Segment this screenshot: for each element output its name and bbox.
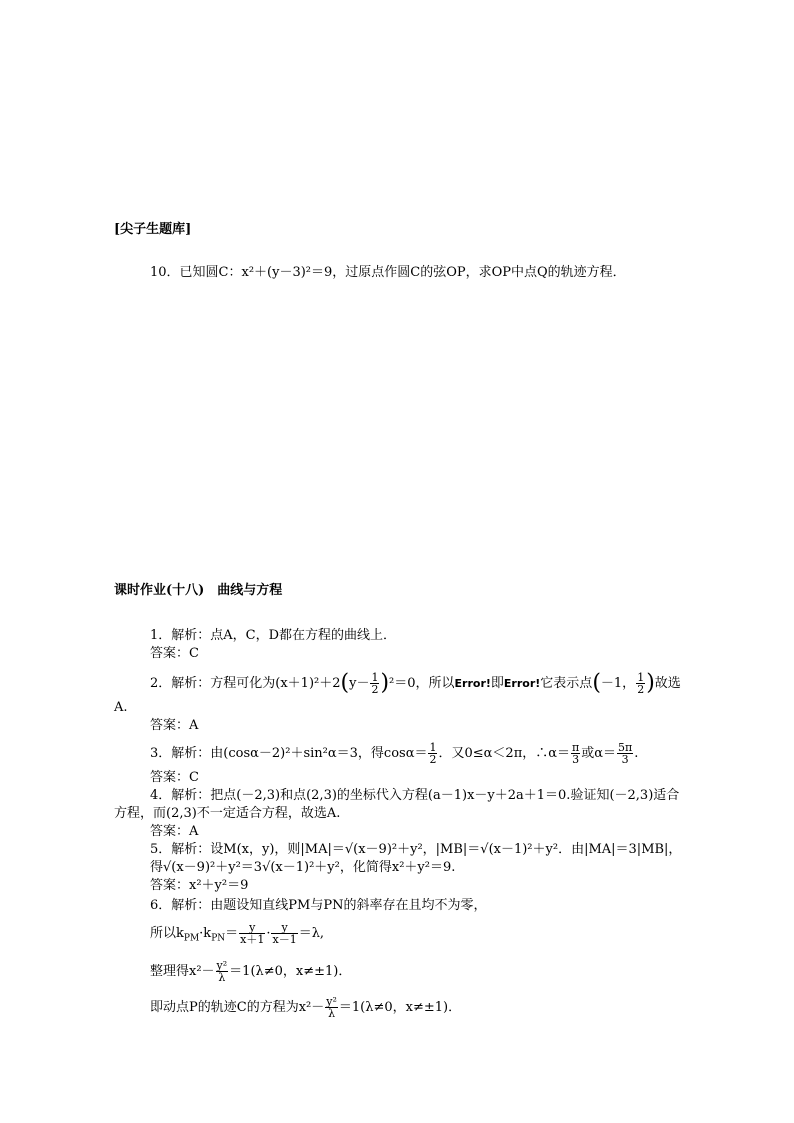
s6-l3-end: ＝1(λ≠0，x≠±1)． — [229, 964, 352, 979]
s3-mid: ．又0≤α＜2π，∴α＝ — [438, 746, 571, 761]
paren-close: ) — [380, 670, 390, 696]
solution-5-line-2: 得√(x－9)²＋y²＝3√(x－1)²＋y²，化简得x²＋y²＝9. — [150, 860, 456, 875]
fraction-denominator: x－1 — [272, 933, 297, 946]
s3-end: . — [634, 746, 639, 761]
fraction — [370, 672, 379, 695]
section-heading-top-students: [尖子生题库] — [114, 222, 192, 237]
solution-1-analysis: 1．解析：点A，C，D都在方程的曲线上． — [150, 628, 397, 643]
solution-6-line-4 — [150, 996, 461, 1019]
fraction-numerator: y — [239, 922, 265, 934]
solution-4-line-2: 方程，而(2,3)不一定适合方程，故选A. — [114, 806, 341, 821]
fraction-numerator: y² — [326, 995, 337, 1008]
fraction — [325, 996, 338, 1019]
s2-tail: 它表示点 — [540, 676, 593, 691]
s6-dot: ·k — [199, 926, 212, 941]
s6-l4-pre: 即动点P的轨迹C的方程为x²－ — [150, 1000, 325, 1015]
fraction-denominator: 3 — [621, 753, 629, 766]
s2-end: 故选 — [654, 676, 681, 691]
error-field: Error! — [503, 677, 541, 690]
solution-3-answer: 答案：C — [150, 770, 199, 785]
fraction-numerator: 1 — [371, 671, 379, 684]
fraction — [216, 960, 229, 983]
fraction-denominator: 3 — [572, 753, 580, 766]
fraction-denominator: 2 — [429, 753, 437, 766]
solution-4-answer: 答案：A — [150, 824, 199, 839]
fraction — [571, 742, 580, 765]
solution-2-answer: 答案：A — [150, 718, 199, 733]
s2-mid: 即 — [490, 676, 504, 691]
s2-post: ²＝0，所以 — [389, 676, 455, 691]
s3-or: 或α＝ — [581, 746, 617, 761]
fraction — [271, 922, 297, 945]
s6-l4-end: ＝1(λ≠0，x≠±1)． — [338, 1000, 462, 1015]
s6-l2-end: ＝λ, — [298, 926, 325, 941]
fraction — [239, 922, 265, 945]
solution-6-line-1: 6．解析：由题设知直线PM与PN的斜率存在且均不为零， — [150, 898, 487, 913]
s2-point: －1， — [600, 676, 636, 691]
fraction-numerator: π — [572, 741, 580, 754]
solution-2-analysis — [150, 672, 681, 695]
solution-2-continued: A. — [114, 700, 128, 715]
s3-pre: 3．解析：由(cosα－2)²＋sin²α＝3，得cosα＝ — [150, 746, 428, 761]
fraction — [617, 742, 633, 765]
fraction-numerator: 1 — [637, 671, 645, 684]
s2-pre: 2．解析：方程可化为(x＋1)²＋2 — [150, 676, 341, 691]
fraction-numerator: 5π — [618, 741, 633, 754]
error-field: Error! — [454, 677, 491, 690]
fraction-numerator: y — [271, 922, 297, 934]
s6-eq: ＝ — [225, 926, 239, 941]
fraction-denominator: 2 — [371, 683, 379, 696]
paren-close: ) — [646, 670, 655, 696]
solution-6-line-3 — [150, 960, 351, 983]
solution-5-line-1: 5．解析：设M(x，y)，则|MA|＝√(x－9)²＋y²，|MB|＝√(x－1)²＋y²．由|MA|＝3|MB|， — [150, 842, 682, 857]
solution-3-analysis — [150, 742, 638, 765]
solution-6-line-2: 所以$k_{PM}\cdot k_{PN}=$ $\frac{y}{x+1}$ · $\frac{y}{x-1}$ ＝λ, — [150, 921, 325, 946]
fraction — [428, 742, 437, 765]
s6-l2-pre: 所以k — [150, 926, 184, 941]
paren-open: ( — [340, 670, 350, 696]
s2-inner: y－ — [349, 676, 370, 691]
fraction-denominator: λ — [218, 971, 226, 984]
section-heading-homework-18: 课时作业(十八) 曲线与方程 — [114, 583, 283, 598]
paren-open: ( — [592, 670, 601, 696]
solution-4-line-1: 4．解析：把点(－2,3)和点(2,3)的坐标代入方程(a－1)x－y＋2a＋1＝0.验证知(－2,3)适合 — [150, 788, 680, 803]
solution-5-answer: 答案：x²＋y²＝9 — [150, 878, 249, 893]
solution-1-answer: 答案：C — [150, 646, 199, 661]
subscript: PN — [211, 933, 226, 944]
fraction-numerator: 1 — [429, 741, 437, 754]
fraction-numerator: y² — [216, 959, 228, 972]
fraction-denominator: x＋1 — [240, 933, 265, 946]
question-10: 10．已知圆C：x²＋(y－3)²＝9，过原点作圆C的弦OP，求OP中点Q的轨迹方程． — [150, 265, 626, 280]
fraction — [636, 672, 645, 695]
s6-l3-pre: 整理得x²－ — [150, 964, 215, 979]
fraction-denominator: λ — [328, 1007, 336, 1020]
subscript: PM — [183, 933, 200, 944]
fraction-denominator: 2 — [637, 683, 645, 696]
